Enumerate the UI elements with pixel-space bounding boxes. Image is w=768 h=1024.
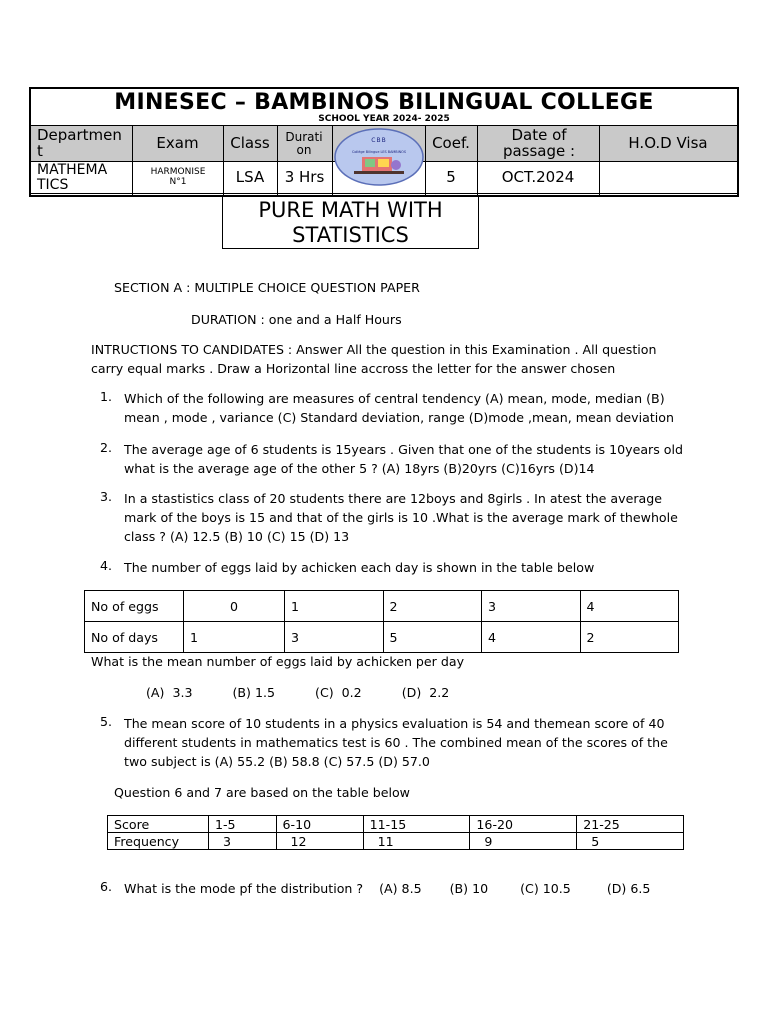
label-duration: Durati on [285,129,323,157]
college-name: MINESEC – BAMBINOS BILINGUAL COLLEGE [114,90,654,115]
table-cell: 0 [184,591,285,622]
value-class: LSA [235,167,265,186]
label-date: Date of passage : [502,125,576,160]
table-cell: No of days [85,622,184,653]
question-number: 1. [100,389,113,404]
value-hod [599,162,737,193]
subject-title: PURE MATH WITH STATISTICS [222,197,479,249]
table-cell: 3 [482,591,581,622]
table-cell: No of eggs [85,591,184,622]
label-exam: Exam [156,133,199,152]
label-class: Class [230,133,270,152]
table-cell: Score [108,816,209,833]
table-cell: 5 [383,622,482,653]
table-row [85,622,679,653]
question-number: 5. [100,714,113,729]
table-cell: 5 [577,833,684,850]
exam-header [29,87,739,197]
table-cell: 21-25 [577,816,684,833]
eggs-table [84,590,679,653]
label-hod: H.O.D Visa [628,133,708,152]
question-text: What is the mode pf the distribution ? (A) 8.5 (B) 10 (C) 10.5 (D) 6.5 [124,881,651,896]
college-logo [334,127,424,187]
question-text: In a stastistics class of 20 students there are 12boys and 8girls . In atest the average mark of the boys is 15 and that of the girls is 10 .What is the average mark of thewhole class ? (A) 12.5 (B) 10 (C) 15 (D) 13 [124,491,678,544]
question-text: The average age of 6 students is 15years . Given that one of the students is 10years old what is the average age of the other 5 ? (A) 18yrs (B)20yrs (C)16yrs (D)14 [124,442,683,476]
question-text: The mean score of 10 students in a physics evaluation is 54 and themean score of 40 different students in mathematics test is 60 . The combined mean of the scores of the two subject is (A) 55.2 (B) 58.8 (C) 57.5 (D) 57.0 [124,716,668,769]
value-date: OCT.2024 [501,167,575,186]
table-cell: 2 [383,591,482,622]
label-department: Departmen t [37,125,122,160]
table-cell: 3 [209,833,277,850]
table-cell: 11 [363,833,470,850]
table-cell: 3 [285,622,384,653]
table-cell: 9 [470,833,577,850]
q4-follow-up: What is the mean number of eggs laid by achicken per day [91,654,465,669]
table-cell: 4 [580,591,679,622]
table-cell: Frequency [108,833,209,850]
duration-line: DURATION : one and a Half Hours [191,312,402,327]
table-cell: 16-20 [470,816,577,833]
question-text: Which of the following are measures of central tendency (A) mean, mode, median (B) mean , mode , variance (C) Standard deviation, range (D)mode ,mean, mean deviation [124,391,674,425]
svg-text:CBB: CBB [371,137,387,144]
instructions: INTRUCTIONS TO CANDIDATES : Answer All the question in this Examination . All question carry equal marks . Draw a Horizontal line accross the letter for the answer chosen [91,342,657,376]
question-text: The number of eggs laid by achicken each day is shown in the table below [124,560,595,575]
score-table [107,815,684,850]
question-number: 2. [100,440,113,455]
svg-text:Collège Bilingue LES BAMBINOS: Collège Bilingue LES BAMBINOS [351,150,407,154]
table-cell: 1 [184,622,285,653]
table-cell: 4 [482,622,581,653]
section-heading: SECTION A : MULTIPLE CHOICE QUESTION PAPER [114,280,420,295]
table-row [108,816,684,833]
table-cell: 2 [580,622,679,653]
table-cell: 12 [276,833,363,850]
label-coef: Coef. [432,133,470,152]
value-coef: 5 [446,167,456,186]
table-row [85,591,679,622]
q4-options: (A) 3.3 (B) 1.5 (C) 0.2 (D) 2.2 [146,685,450,700]
table-cell: 1 [285,591,384,622]
table-cell: 6-10 [276,816,363,833]
table-cell: 11-15 [363,816,470,833]
question-number: 6. [100,879,113,894]
value-department: MATHEMA TICS [37,161,108,193]
question-number: 3. [100,489,113,504]
question-number: 4. [100,558,113,573]
value-exam: HARMONISE N°1 [150,167,206,187]
q6-7-intro: Question 6 and 7 are based on the table below [114,785,410,800]
value-duration: 3 Hrs [284,167,325,186]
table-row [108,833,684,850]
school-year: SCHOOL YEAR 2024- 2025 [318,114,450,124]
table-cell: 1-5 [209,816,277,833]
